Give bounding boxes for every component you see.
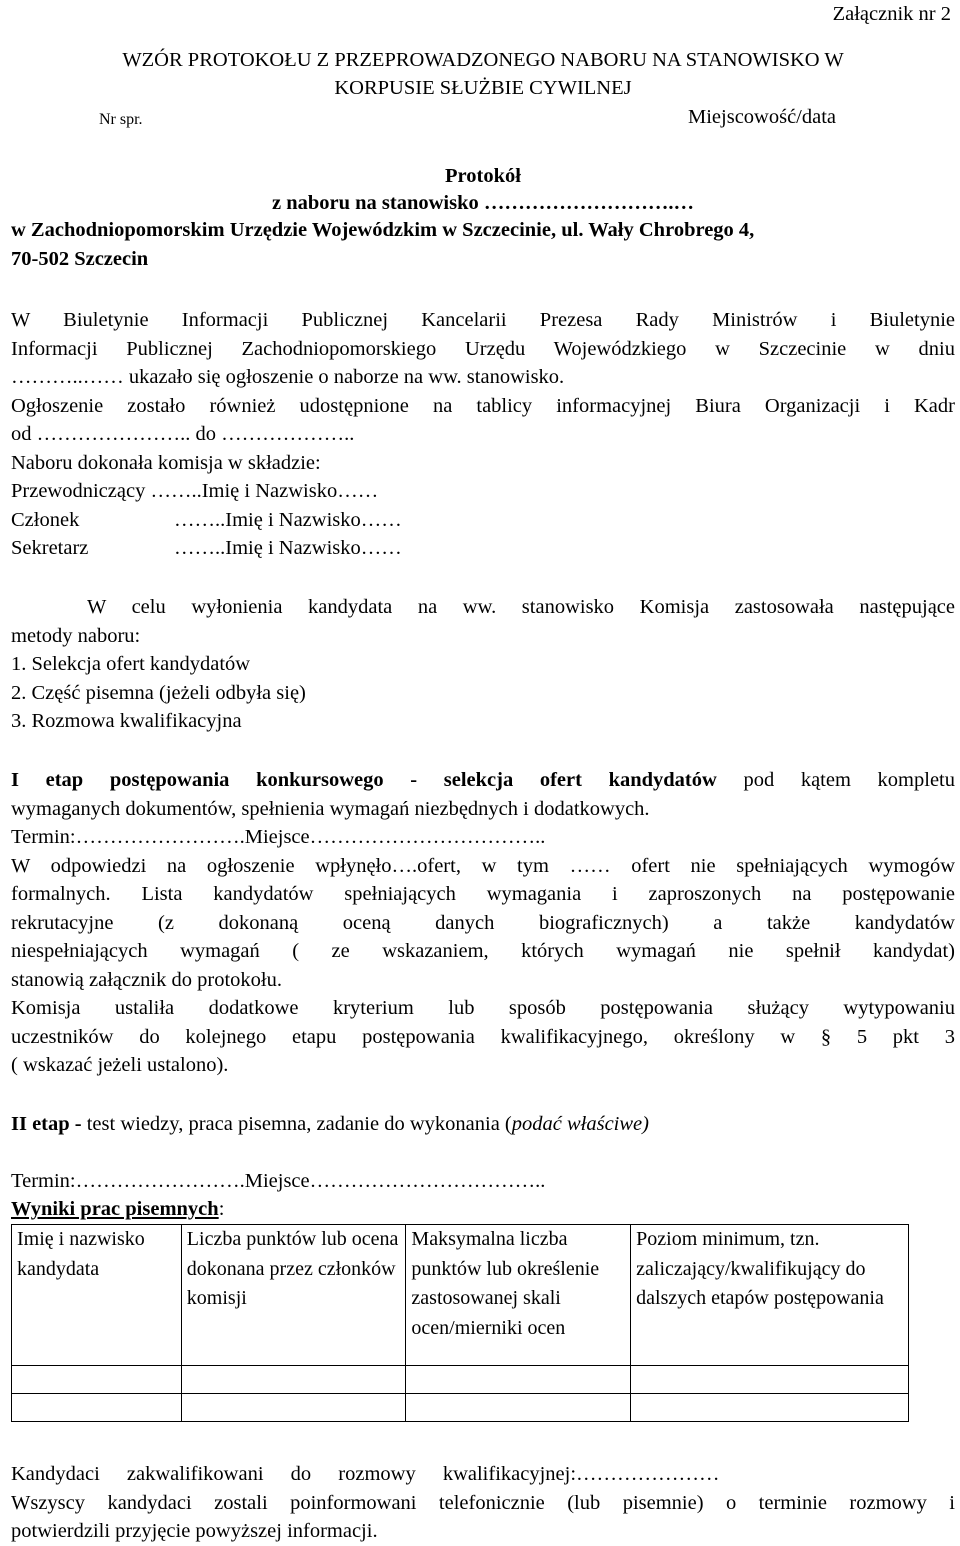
table-cell	[631, 1366, 909, 1394]
protocol-office-line: w Zachodniopomorskim Urzędzie Wojewódzkim w Szczecinie, ul. Wały Chrobrego 4,	[11, 219, 755, 241]
table-cell	[181, 1394, 406, 1422]
member-label: Członek	[11, 508, 80, 531]
table-cell	[181, 1366, 406, 1394]
table-header-cell: Maksymalna liczba punktów lub określenie zastosowanej skali ocen/mierniki ocen	[406, 1225, 631, 1366]
case-number-label: Nr spr.	[99, 111, 143, 128]
stage1-line: formalnych. Lista kandydatów spełniających wymagania i zaproszonych na postępowanie	[11, 883, 955, 905]
footer-line: potwierdzili przyjęcie powyższej informacji.	[11, 1520, 378, 1542]
stage2-text: test wiedzy, praca pisemna, zadanie do wykonania (	[81, 1113, 512, 1135]
stage1-line: niespełniających wymagań ( ze wskazaniem, których wymagań nie spełnił kandydat)	[11, 940, 955, 962]
intro-section	[11, 306, 955, 563]
protocol-heading: Protokół	[445, 165, 521, 187]
committee-secretary-row	[11, 534, 955, 563]
method-item: 2. Część pisemna (jeżeli odbyła się)	[11, 681, 306, 704]
intro-line: Informacji Publicznej Zachodniopomorskiego Urzędu Wojewódzkiego w Szczecinie w dniu	[11, 337, 955, 360]
stage1-line: W odpowiedzi na ogłoszenie wpłynęło….ofert, w tym …… ofert nie spełniających wymogów	[11, 854, 955, 877]
chair-label: Przewodniczący	[11, 480, 146, 502]
results-table	[11, 1224, 909, 1422]
secretary-value: ……..Imię i Nazwisko……	[174, 537, 402, 559]
stage1-line: Komisja ustaliła dodatkowe kryterium lub sposób postępowania służący wytypowaniu	[11, 997, 955, 1019]
stage1-term-line: Termin:…………………….Miejsce……………………………..	[11, 826, 546, 848]
table-header-cell: Liczba punktów lub ocena dokonana przez członków komisji	[181, 1225, 406, 1366]
stage2-term-line: Termin:…………………….Miejsce……………………………..	[11, 1170, 546, 1192]
table-header-cell: Imię i nazwisko kandydata	[12, 1225, 182, 1366]
stage1-line: stanowią załącznik do protokołu.	[11, 968, 282, 991]
results-colon: :	[218, 1198, 225, 1220]
stage1-title-rest: pod kątem kompletu	[716, 769, 955, 791]
stage1-line: wymaganych dokumentów, spełnienia wymagań niezbędnych i dodatkowych.	[11, 797, 650, 820]
methods-line: metody naboru:	[11, 624, 141, 647]
table-cell	[406, 1366, 631, 1394]
stage1-line: ( wskazać jeżeli ustalono).	[11, 1054, 229, 1076]
footer-line: Wszyscy kandydaci zostali poinformowani telefonicznie (lub pisemnie) o terminie rozmowy i	[11, 1491, 955, 1514]
stage1-title-line	[11, 766, 955, 795]
secretary-label: Sekretarz	[11, 537, 89, 559]
committee-chair-row	[11, 477, 955, 506]
stage1-title: I etap postępowania konkursowego - selekcja ofert kandydatów	[11, 769, 717, 791]
methods-section	[11, 593, 955, 736]
table-cell	[406, 1394, 631, 1422]
method-item: 1. Selekcja ofert kandydatów	[11, 653, 251, 675]
intro-line: od ………………….. do ………………..	[11, 423, 355, 445]
title-line-2: KORPUSIE SŁUŻBIE CYWILNEJ	[334, 77, 632, 99]
intro-line: ………..…… ukazało się ogłoszenie o naborze na ww. stanowisko.	[11, 366, 565, 388]
member-value: ……..Imię i Nazwisko……	[174, 508, 402, 531]
table-row	[12, 1366, 909, 1394]
table-cell	[12, 1394, 182, 1422]
table-row	[12, 1394, 909, 1422]
intro-line: W Biuletynie Informacji Publicznej Kancelarii Prezesa Rady Ministrów i Biuletynie	[11, 309, 955, 331]
stage2-title: II etap -	[11, 1113, 82, 1135]
table-header-row	[12, 1225, 909, 1366]
stage1-section	[11, 766, 955, 1080]
attachment-label: Załącznik nr 2	[832, 3, 951, 25]
protocol-subheading: z naboru na stanowisko ……………………….…	[271, 192, 694, 214]
title-line-1: WZÓR PROTOKOŁU Z PRZEPROWADZONEGO NABORU NA STANOWISKO W	[122, 49, 844, 71]
method-item: 3. Rozmowa kwalifikacyjna	[11, 710, 242, 732]
committee-member-row	[11, 506, 955, 535]
stage2-italic: podać właściwe)	[511, 1113, 649, 1135]
footer-section	[11, 1460, 955, 1546]
place-date-label: Miejscowość/data	[688, 106, 837, 128]
protocol-address-line: 70-502 Szczecin	[11, 248, 149, 270]
stage1-line: rekrutacyjne (z dokonaną oceną danych biograficznych) a także kandydatów	[11, 911, 955, 934]
intro-line: Ogłoszenie zostało również udostępnione na tablicy informacyjnej Biura Organizacji i Kadr	[11, 394, 955, 417]
chair-value: ……..Imię i Nazwisko……	[150, 480, 379, 502]
results-heading	[11, 1195, 224, 1224]
intro-line: Naboru dokonała komisja w składzie:	[11, 451, 321, 474]
stage2-title-line	[11, 1110, 649, 1139]
table-cell	[631, 1394, 909, 1422]
stage1-line: uczestników do kolejnego etapu postępowania kwalifikacyjnego, określony w § 5 pkt 3	[11, 1025, 955, 1048]
methods-line: W celu wyłonienia kandydata na ww. stanowisko Komisja zastosowała następujące	[87, 596, 955, 618]
results-label: Wyniki prac pisemnych	[11, 1198, 219, 1220]
table-cell	[12, 1366, 182, 1394]
footer-line: Kandydaci zakwalifikowani do rozmowy kwalifikacyjnej:…………………	[11, 1463, 720, 1485]
table-header-cell: Poziom minimum, tzn. zaliczający/kwalifikujący do dalszych etapów postępowania	[631, 1225, 909, 1366]
